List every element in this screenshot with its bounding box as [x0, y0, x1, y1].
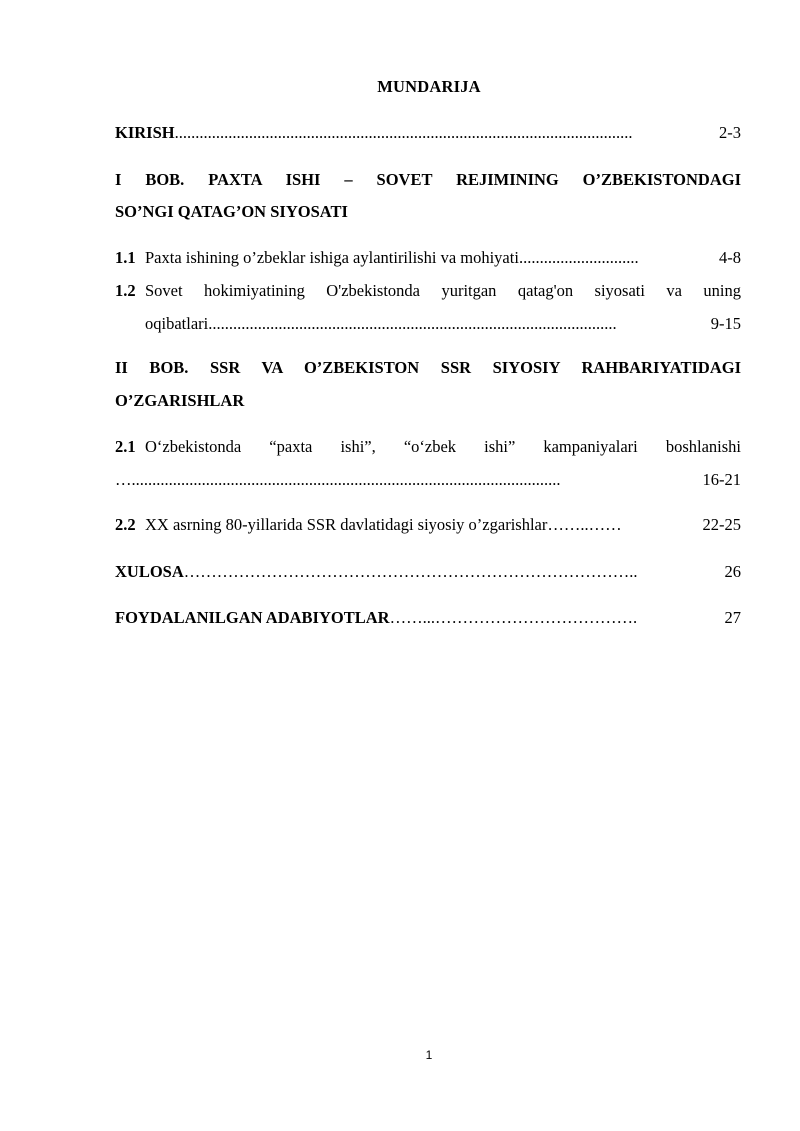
toc-page-number: 4-8 — [719, 248, 741, 267]
page-number: 1 — [425, 1048, 433, 1062]
toc-entry-kirish[interactable] — [115, 122, 741, 144]
toc-leader-dots: ............................. — [518, 248, 639, 267]
toc-entry-text: oqibatlari — [145, 314, 209, 333]
toc-leader-dots: ……..…… — [547, 515, 622, 534]
toc-section-number: 2.2 — [115, 515, 136, 534]
toc-entry-label: XULOSA — [115, 562, 184, 581]
toc-entry-text: Sovet hokimiyatining O'zbekistonda yuritgan qatag'on siyosati va uning — [145, 281, 741, 300]
toc-entry-label: FOYDALANILGAN ADABIYOTLAR — [115, 608, 390, 627]
toc-page-number: 27 — [724, 608, 741, 627]
toc-section-number: 1.2 — [115, 281, 136, 300]
document-title: MUNDARIJA — [377, 77, 481, 96]
toc-chapter-1-line2[interactable]: SO’NGI QATAG’ON SIYOSATI — [115, 202, 348, 221]
toc-page-number: 26 — [724, 562, 741, 581]
toc-entry-1-2[interactable] — [115, 280, 741, 302]
toc-entry-text: O‘zbekistonda “paxta ishi”, “o‘zbek ishi” kampaniyalari boshlanishi — [145, 437, 741, 456]
toc-page-number: 16-21 — [702, 470, 741, 489]
toc-chapter-2-line2[interactable]: O’ZGARISHLAR — [115, 391, 245, 410]
toc-leader-dots: ……...………………………………. — [389, 608, 638, 627]
toc-page-number: 22-25 — [702, 515, 741, 534]
toc-entry-2-1[interactable] — [115, 436, 741, 458]
toc-leader-dots: …........................................................................................................ — [115, 470, 561, 489]
toc-entry-text: XX asrning 80-yillarida SSR davlatidagi siyosiy o’zgarishlar — [145, 515, 548, 534]
toc-section-number: 2.1 — [115, 437, 136, 456]
toc-entry-xulosa[interactable] — [115, 561, 741, 583]
toc-leader-dots: ……………………………………………………………………….. — [183, 562, 638, 581]
toc-leader-dots: ............................................................................................................... — [174, 123, 633, 142]
toc-section-number: 1.1 — [115, 248, 136, 267]
toc-entry-1-1[interactable] — [115, 247, 741, 269]
toc-chapter-2-line1[interactable]: II BOB. SSR VA O’ZBEKISTON SSR SIYOSIY RAHBARIYATIDAGI — [115, 358, 741, 377]
toc-page-number: 9-15 — [710, 314, 741, 333]
toc-entry-text: Paxta ishining o’zbeklar ishiga aylantirilishi va mohiyati — [145, 248, 519, 267]
toc-page-number: 2-3 — [719, 123, 741, 142]
toc-entry-adabiyotlar[interactable] — [115, 607, 741, 629]
toc-leader-dots: ................................................................................................... — [208, 314, 617, 333]
toc-entry-1-2-cont[interactable] — [145, 313, 741, 335]
toc-entry-2-2[interactable] — [115, 514, 741, 536]
toc-entry-2-1-cont[interactable] — [115, 469, 741, 491]
toc-chapter-1-line1[interactable]: I BOB. PAXTA ISHI – SOVET REJIMINING O’ZBEKISTONDAGI — [115, 170, 741, 189]
toc-entry-label: KIRISH — [115, 123, 175, 142]
